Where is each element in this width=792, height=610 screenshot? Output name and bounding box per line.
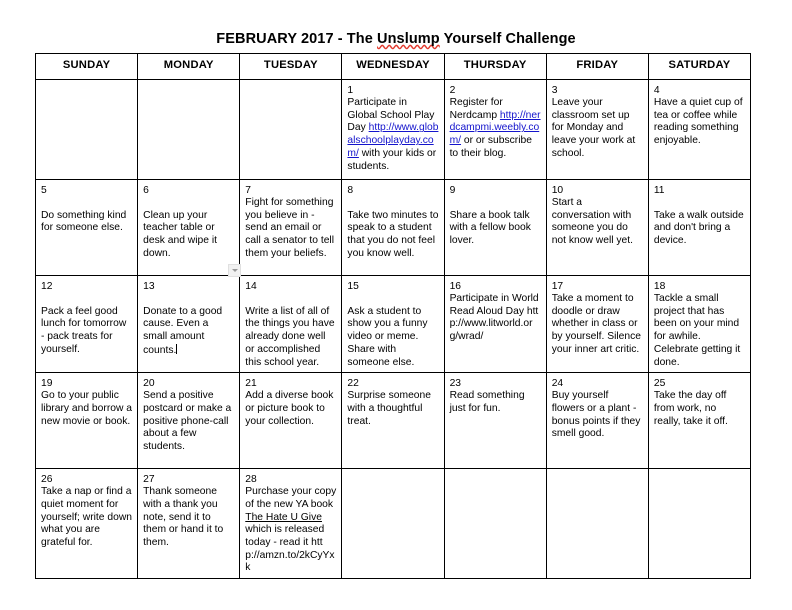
calendar-day-cell-13[interactable] [138, 276, 240, 373]
day-activity-text: Pack a feel good lunch for tomorrow - pack treats for yourself. [41, 305, 127, 355]
day-activity-text: Participate in Global School Play Day http://www.globalschoolplayday.com/ with your kids or students. [347, 97, 439, 172]
calendar-day-cell-18[interactable] [648, 276, 750, 373]
calendar-day-cell-27[interactable] [138, 469, 240, 579]
day-number: 11 [653, 185, 665, 196]
calendar-week-row [36, 276, 751, 373]
day-activity-text: Share a book talk with a fellow book lover. [449, 209, 531, 247]
day-activity-text: Purchase your copy of the new YA book The Hate U Give which is released today - read it http://amzn.to/2kCyYxk [245, 486, 337, 574]
calendar-day-cell-15[interactable] [342, 276, 444, 373]
day-number: 24 [551, 378, 564, 390]
day-activity-text: Leave your classroom set up for Monday and leave your work at school. [551, 97, 636, 159]
day-activity-text: Send a positive postcard or make a positive phone-call about a few students. [143, 390, 232, 453]
day-number: 15 [347, 281, 359, 292]
day-number: 14 [245, 281, 257, 292]
day-activity-text: Donate to a good cause. Even a small amount counts. [143, 305, 223, 356]
calendar-day-cell-8[interactable] [342, 180, 444, 276]
weekday-header-thursday: THURSDAY [444, 54, 546, 80]
day-number: 6 [143, 185, 149, 196]
day-activity-text: Read something just for fun. [449, 390, 525, 414]
day-activity-text: Register for Nerdcamp http://nerdcampmi.weebly.com/ or or subscribe to their blog. [449, 97, 541, 159]
calendar-day-cell-11[interactable] [648, 180, 750, 276]
text-cursor [176, 344, 177, 354]
day-activity-text: Write a list of all of the things you have already done well or accomplished this school year. [245, 305, 335, 368]
day-number: 21 [245, 378, 257, 390]
day-number: 23 [449, 378, 462, 390]
calendar-day-cell-5[interactable] [36, 180, 138, 276]
calendar-day-cell-empty-tuesday[interactable] [240, 80, 342, 180]
weekday-header-friday: FRIDAY [546, 54, 648, 80]
calendar-day-cell-6[interactable] [138, 180, 240, 276]
day-number: 10 [551, 185, 564, 196]
day-number: 19 [41, 378, 53, 390]
day-number: 18 [653, 281, 666, 292]
calendar-day-cell-4[interactable] [648, 80, 750, 180]
day-activity-text: Do something kind for someone else. [41, 209, 127, 234]
day-number: 12 [41, 281, 53, 292]
weekday-header-sunday: SUNDAY [36, 54, 138, 80]
calendar-week-row [36, 80, 751, 180]
day-number: 3 [551, 85, 558, 96]
calendar-header-row [36, 54, 751, 80]
day-number: 20 [143, 378, 155, 390]
calendar-day-cell-empty-thursday[interactable] [444, 469, 546, 579]
day-activity-text: Surprise someone with a thoughtful treat. [347, 390, 431, 427]
day-activity-text: Fight for something you believe in - send an email or call a senator to tell them your beliefs. [245, 197, 334, 259]
day-activity-text: Start a conversation with someone you do not know well yet. [551, 197, 633, 247]
calendar-day-cell-2[interactable] [444, 80, 546, 180]
calendar-day-cell-empty-monday[interactable] [138, 80, 240, 180]
day-number: 16 [449, 281, 462, 292]
day-activity-text: Take a moment to doodle or draw whether in class or by yourself. Silence your inner art critic. [551, 293, 641, 355]
calendar-day-cell-19[interactable] [36, 373, 138, 469]
chevron-down-icon [232, 269, 238, 272]
weekday-header-monday: MONDAY [138, 54, 240, 80]
day-number: 8 [347, 185, 354, 196]
weekday-header-wednesday: WEDNESDAY [342, 54, 444, 80]
calendar-day-cell-26[interactable] [36, 469, 138, 579]
calendar-day-cell-24[interactable] [546, 373, 648, 469]
day-activity-text: Clean up your teacher table or desk and wipe it down. [143, 209, 217, 259]
calendar-day-cell-9[interactable] [444, 180, 546, 276]
day-activity-text: Ask a student to show you a funny video or meme. Share with someone else. [347, 305, 428, 368]
day-number: 5 [41, 185, 47, 196]
page-title-suffix: Yourself Challenge [439, 31, 576, 47]
day-activity-text: Have a quiet cup of tea or coffee while reading something enjoyable. [653, 97, 743, 147]
book-title: The Hate U Give [245, 511, 322, 523]
day-number: 28 [245, 474, 257, 486]
day-number: 2 [449, 85, 456, 96]
day-number: 26 [41, 474, 53, 486]
calendar-table [35, 53, 751, 579]
day-activity-text: Take a walk outside and don't bring a device. [653, 209, 744, 247]
day-activity-link[interactable]: http://nerdcampmi.weebly.com/ [449, 109, 541, 147]
day-activity-text: Buy yourself flowers or a plant - bonus points if they smell good. [551, 390, 641, 440]
calendar-day-cell-12[interactable] [36, 276, 138, 373]
calendar-day-cell-23[interactable] [444, 373, 546, 469]
day-number: 1 [347, 85, 354, 96]
weekday-header-saturday: SATURDAY [648, 54, 750, 80]
calendar-week-row [36, 373, 751, 469]
calendar-day-cell-20[interactable] [138, 373, 240, 469]
calendar-day-cell-28[interactable] [240, 469, 342, 579]
calendar-day-cell-3[interactable] [546, 80, 648, 180]
day-activity-link[interactable]: http://www.globalschoolplayday.com/ [347, 122, 439, 159]
page-title-prefix: FEBRUARY 2017 - The [216, 31, 378, 47]
day-number: 4 [653, 85, 660, 96]
day-number: 25 [653, 378, 666, 390]
day-activity-url: http://amzn.to/2kCyYxk [245, 537, 335, 574]
calendar-body [36, 80, 751, 579]
day-number: 27 [143, 474, 155, 486]
day-activity-text: Tackle a small project that has been on your mind for awhile. Celebrate getting it done. [653, 293, 741, 368]
day-activity-text: Go to your public library and borrow a new movie or book. [41, 390, 132, 427]
day-activity-text: Thank someone with a thank you note, send it to them or hand it to them. [143, 486, 224, 549]
weekday-header-tuesday: TUESDAY [240, 54, 342, 80]
day-number: 9 [449, 185, 456, 196]
table-resize-handle-button[interactable] [228, 264, 241, 277]
calendar-day-cell-14[interactable] [240, 276, 342, 373]
calendar-day-cell-empty-sunday[interactable] [36, 80, 138, 180]
calendar-week-row [36, 469, 751, 579]
day-activity-text: Add a diverse book or picture book to your collection. [245, 390, 334, 427]
day-number: 22 [347, 378, 359, 390]
calendar-day-cell-21[interactable] [240, 373, 342, 469]
calendar-day-cell-7[interactable] [240, 180, 342, 276]
calendar-day-cell-10[interactable] [546, 180, 648, 276]
calendar-day-cell-empty-wednesday[interactable] [342, 469, 444, 579]
day-activity-text: Take a nap or find a quiet moment for yourself; write down what you are grateful for. [41, 486, 132, 549]
calendar-day-cell-1[interactable] [342, 80, 444, 180]
day-activity-text: Participate in World Read Aloud Day http://www.litworld.org/wrad/ [449, 293, 539, 343]
day-activity-text: Take two minutes to speak to a student that you do not feel you know well. [347, 209, 439, 259]
calendar-day-cell-25[interactable] [648, 373, 750, 469]
day-number: 7 [245, 185, 252, 196]
page-title [0, 31, 792, 47]
day-number: 17 [551, 281, 564, 292]
calendar-day-cell-empty-friday[interactable] [546, 469, 648, 579]
calendar-week-row [36, 180, 751, 276]
day-number: 13 [143, 281, 155, 292]
calendar-day-cell-17[interactable] [546, 276, 648, 373]
calendar-day-cell-empty-saturday[interactable] [648, 469, 750, 579]
day-activity-text: Take the day off from work, no really, take it off. [653, 390, 728, 427]
day-activity-url: http://www.litworld.org/wrad/ [449, 305, 539, 343]
page-title-misspelled-word: Unslump [377, 31, 440, 47]
calendar-day-cell-22[interactable] [342, 373, 444, 469]
calendar-day-cell-16[interactable] [444, 276, 546, 373]
